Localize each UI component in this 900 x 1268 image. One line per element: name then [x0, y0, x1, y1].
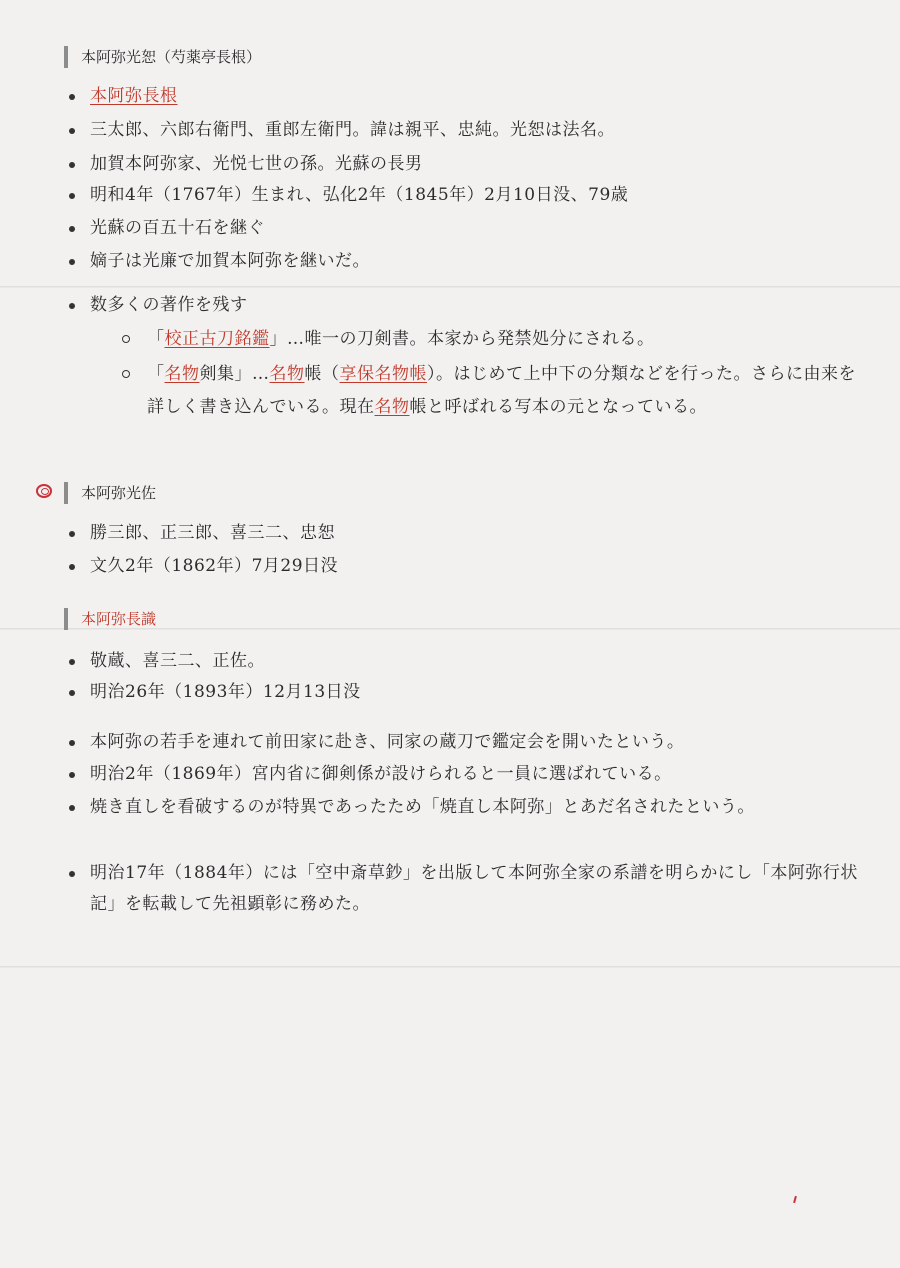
section-heading-koujo: 本阿弥光恕（芍薬亭長根）: [64, 46, 261, 68]
sub-text: 帳（: [304, 364, 340, 384]
quote-open: 「: [147, 329, 165, 349]
quote-open: 「: [147, 364, 165, 384]
list-item: 勝三郎、正三郎、喜三二、忠恕: [90, 518, 860, 549]
list-item: 数多くの著作を残す: [90, 290, 860, 321]
paper-fold-line: [0, 966, 900, 969]
list-item: 三太郎、六郎右衛門、重郎左衛門。諱は親平、忠純。光恕は法名。: [90, 115, 860, 146]
list-item: 明治26年（1893年）12月13日没: [90, 677, 860, 708]
list-item: 嫡子は光廉で加賀本阿弥を継いだ。: [90, 246, 860, 277]
link-kousei-kotou-meikan[interactable]: 校正古刀銘鑑: [164, 329, 270, 349]
link-meibutsu[interactable]: 名物: [374, 397, 410, 417]
list-item: 文久2年（1862年）7月29日没: [90, 551, 860, 582]
link-kyouhou-meibutsuchou[interactable]: 享保名物帳: [339, 364, 427, 384]
list-item[interactable]: [90, 81, 860, 112]
link-meibutsu[interactable]: 名物: [164, 364, 200, 384]
sub-list-item: [147, 323, 859, 356]
red-ink-mark: [793, 1196, 797, 1203]
list-item: 加賀本阿弥家、光悦七世の孫。光蘇の長男: [90, 149, 860, 180]
section-heading-choushiki[interactable]: 本阿弥長識: [64, 608, 156, 630]
list-item: 本阿弥の若手を連れて前田家に赴き、同家の蔵刀で鑑定会を開いたという。: [90, 727, 860, 758]
list-item: 明治2年（1869年）宮内省に御剣係が設けられると一員に選ばれている。: [90, 759, 860, 790]
sub-text: 帳と呼ばれる写本の元となっている。: [409, 397, 707, 417]
sub-text: 剣集」…: [199, 364, 270, 384]
list-item: 明和4年（1767年）生まれ、弘化2年（1845年）2月10日没、79歳: [90, 180, 860, 211]
list-item: 光蘇の百五十石を継ぐ: [90, 213, 860, 244]
red-circle-mark-icon: [36, 484, 52, 498]
list-item: 明治17年（1884年）には「空中斎草鈔」を出版して本阿弥全家の系譜を明らかにし「本阿弥行状記」を転載して先祖顕彰に務めた。: [90, 858, 860, 920]
sub-list-item: [147, 358, 859, 424]
section-heading-kousa: 本阿弥光佐: [64, 482, 156, 504]
sub-text: ）。はじめて上中下の分類などを行った。さらに由来を詳しく書き込んでいる。現在: [147, 364, 856, 417]
paper-fold-line: [0, 286, 900, 289]
list-item: 敬蔵、喜三二、正佐。: [90, 646, 860, 677]
sub-text: 」…唯一の刀剣書。本家から発禁処分にされる。: [269, 329, 655, 349]
link-chokon[interactable]: 本阿弥長根: [90, 86, 178, 106]
link-meibutsu[interactable]: 名物: [269, 364, 305, 384]
list-item: 焼き直しを看破するのが特異であったため「焼直し本阿弥」とあだ名されたという。: [90, 792, 860, 823]
